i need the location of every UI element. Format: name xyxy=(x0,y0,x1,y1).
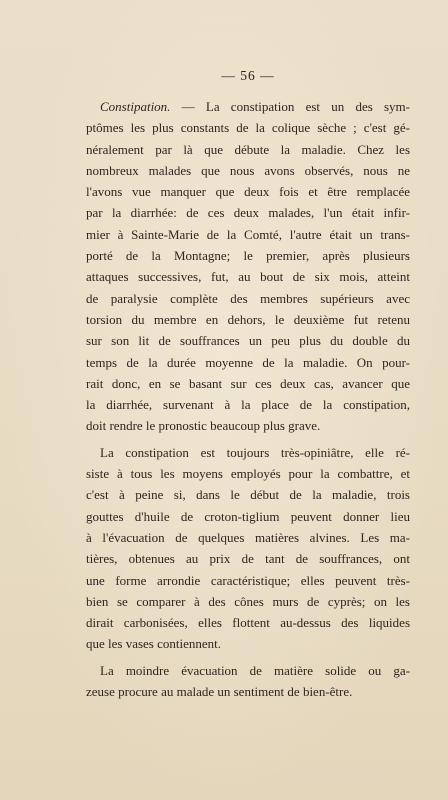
paragraph-relief xyxy=(86,660,410,703)
text-line: sur son lit de souffrances un peu plus du double du xyxy=(86,333,410,349)
text-line: mier à Sainte-Marie de la Comté, l'autre était un trans- xyxy=(86,226,410,242)
text-line: bien se comparer à des cônes murs de cyprès; on les xyxy=(86,593,410,609)
text-line: porté de la Montagne; le premier, après plusieurs xyxy=(86,248,410,264)
text-line: torsion du membre en dehors, le deuxième fut retenu xyxy=(86,311,410,327)
text-line: une forme arrondie caractéristique; elles peuvent très- xyxy=(86,572,410,588)
text-line: attaques successives, fut, au bout de six mois, atteint xyxy=(86,269,410,285)
text-line-rest: — La constipation est un des sym- xyxy=(170,99,410,114)
run-in-heading: Constipation. xyxy=(100,99,171,114)
text-line: que les vases contiennent. xyxy=(86,636,222,652)
text-line: rait donc, en se basant sur ces deux cas, avancer que xyxy=(86,375,410,391)
text-line: néralement par là que débute la maladie. Chez les xyxy=(86,141,410,157)
text-line: tières, obtenues au prix de tant de souffrances, ont xyxy=(86,551,410,567)
paragraph-stools xyxy=(86,442,410,655)
text-line: La moindre évacuation de matière solide ou ga- xyxy=(100,662,410,678)
text-line: nombreux malades que nous avons observés, nous ne xyxy=(86,162,410,178)
text-line: l'avons vue manquer que deux fois et être remplacée xyxy=(86,184,410,200)
text-line xyxy=(86,96,410,117)
text-line: temps de la durée moyenne de la maladie. On pour- xyxy=(86,354,410,370)
text-line: de paralysie complète des membres supérieurs avec xyxy=(86,290,410,306)
text-line: doit rendre le pronostic beaucoup plus grave. xyxy=(86,418,321,434)
text-line: la diarrhée, survenant à la place de la constipation, xyxy=(86,397,410,413)
text-line: zeuse procure au malade un sentiment de bien-être. xyxy=(86,684,353,700)
paragraph-constipation xyxy=(86,96,410,437)
page-number: — 56 — xyxy=(221,68,275,83)
text-block xyxy=(86,66,410,702)
text-line: ptômes les plus constants de la colique sèche ; c'est gé- xyxy=(86,120,410,136)
text-line: gouttes d'huile de croton-tiglium peuvent donner lieu xyxy=(86,508,410,524)
text-line: siste à tous les moyens employés pour la combattre, et xyxy=(86,466,410,482)
text-line: par la diarrhée: de ces deux malades, l'un était infir- xyxy=(86,205,410,221)
text-line: dirait carbonisées, elles flottent au-dessus des liquides xyxy=(86,615,410,631)
text-line: c'est à peine si, dans le début de la maladie, trois xyxy=(86,487,410,503)
text-line: La constipation est toujours très-opiniâtre, elle ré- xyxy=(100,444,410,460)
text-line: à l'évacuation de quelques matières alvines. Les ma- xyxy=(86,529,410,545)
